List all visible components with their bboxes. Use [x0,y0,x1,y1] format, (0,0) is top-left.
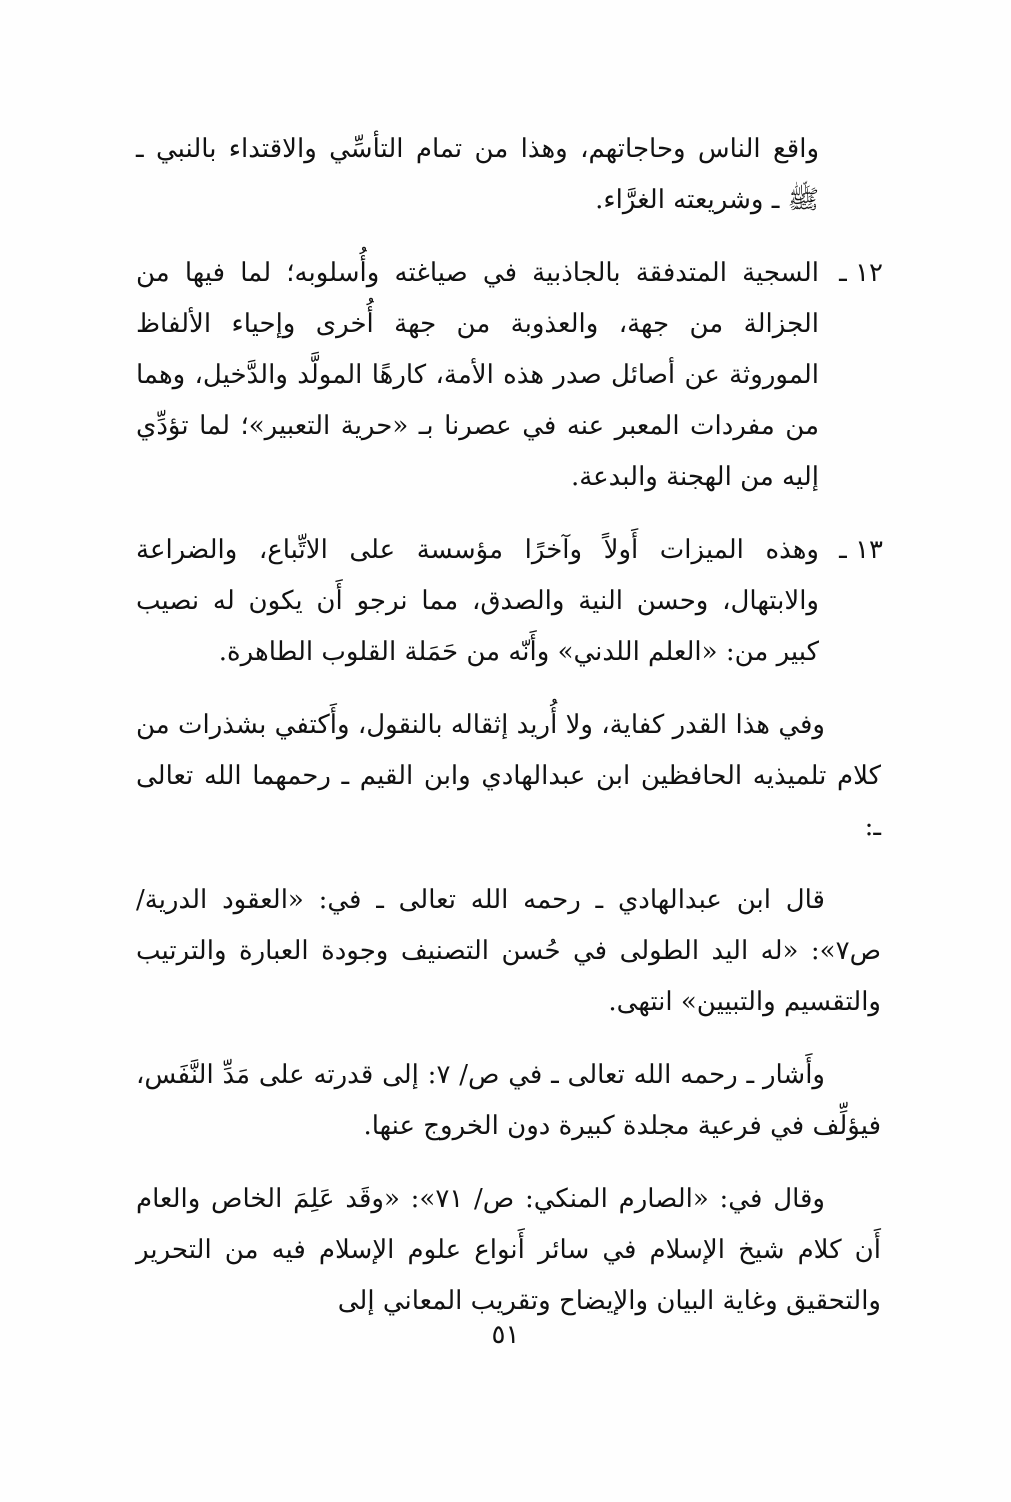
list-number-12: ١٢ ـ [839,258,883,288]
list-number-13: ١٣ ـ [839,535,883,565]
list-text-13: وهذه الميزات أَولاً وآخرًا مؤسسة على الاتِّباع، والضراعة والابتهال، وحسن النية والصدق، مما نرجو أَن يكون له نصيب كبير من: «العلم اللدني» وأَنّه من حَمَلة القلوب الطاهرة. [136,535,819,667]
paragraph-sufficiency: وفي هذا القدر كفاية، ولا أُريد إثقاله بالنقول، وأَكتفي بشذرات من كلام تلميذيه الحافظين ابن عبدالهادي وابن القيم ـ رحمهما الله تعالى ـ: [136,710,881,842]
list-text-12: السجية المتدفقة بالجاذبية في صياغته وأُسلوبه؛ لما فيها من الجزالة من جهة، والعذوبة من جهة أُخرى وإحياء الألفاظ الموروثة عن أصائل صدر هذه الأمة، كارهًا المولَّد والدَّخيل، وهما من مفردات المعبر عنه في عصرنا بـ «حرية التعبير»؛ لما تؤدِّي إليه من الهجنة والبدعة. [136,258,819,492]
page-number: ٥١ [491,1320,520,1350]
paragraph-ibn-abdulhadi-quote: قال ابن عبدالهادي ـ رحمه الله تعالى ـ في: «العقود الدرية/ ص٧»: «له اليد الطولى في حُسن التصنيف وجودة العبارة والترتيب والتقسيم والتبيين» انتهى. [136,885,881,1017]
list-item-13 [0,525,1011,678]
paragraph-sarim-quote: وقال في: «الصارم المنكي: ص/ ٧١»: «وقَد عَلِمَ الخاص والعام أَن كلام شيخ الإسلام في سائر أَنواع علوم الإسلام فيه من التحرير والتحقيق وغاية البيان والإيضاح وتقريب المعاني إلى [136,1184,881,1316]
paragraph-long-breath: وأَشار ـ رحمه الله تعالى ـ في ص/ ٧: إلى قدرته على مَدِّ النَّفَس، فيؤلِّف في فرعية مجلدة كبيرة دون الخروج عنها. [136,1060,881,1141]
page-body [0,124,1011,1349]
list-item-12 [0,248,1011,503]
paragraph-continuation: واقع الناس وحاجاتهم، وهذا من تمام التأسِّي والاقتداء بالنبي ـ ﷺ ـ وشريعته الغرَّاء. [136,134,819,215]
